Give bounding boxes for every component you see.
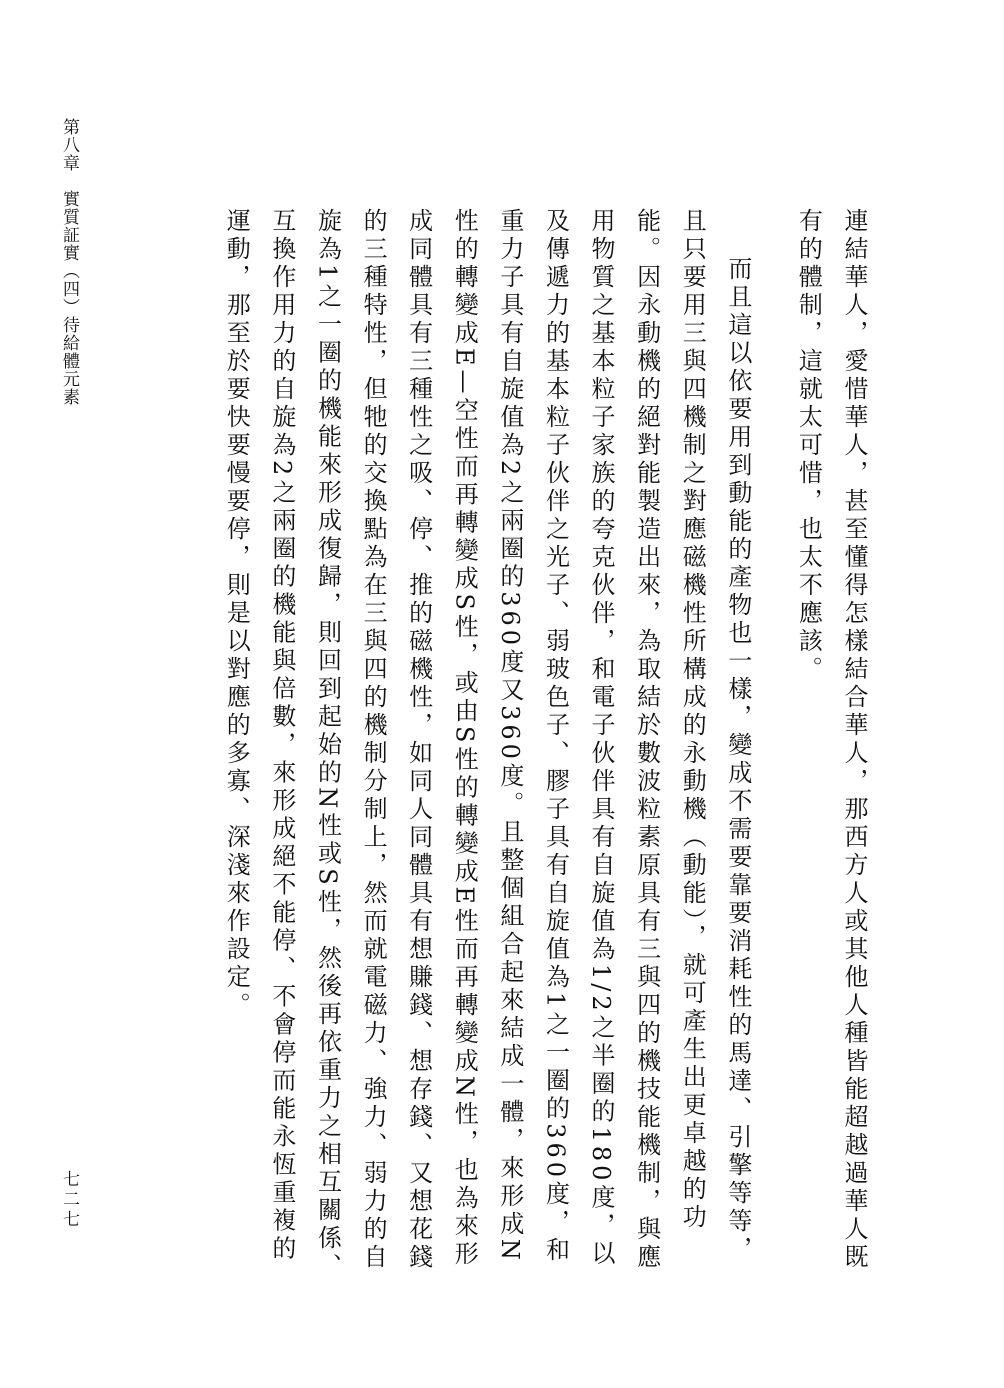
page-number: 七二七 <box>59 1170 79 1230</box>
paragraph-continuation: 連結華人，愛惜華人，甚至懂得怎樣結合華人，那西方人或其他人種皆能超越過華人既有的體制，這就太可惜，也太不應該。 <box>794 208 868 1272</box>
running-head: 第八章 實質証實（四）待給體元素 <box>59 118 79 406</box>
body-text <box>146 208 876 1283</box>
paragraph-perpetual-motion: 而且這以依要用到動能的產物也一樣，變成不需要靠要消耗性的馬達、引擎等等，且只要用三與四機制之對應磁機性所構成的永動機（動能），就可產生出更卓越的功能。因永動機的絕對能製造出來，為取結於數波粒素原具有三與四的機技能機制，與應用物質之基本粒子家族的夸克伙伴，和電子伙伴具有自旋值為1/2之半圈的180度，以及傳遞力的基本粒子伙伴之光子、弱玻色子、膠子具有自旋值為1之一圈的360度，和重力子具有自旋值為2之兩圈的360度又360度。且整個組合起來結成一體，來形成N性的轉變成E—空性而再轉變成S性，或由S性的轉變成E性而再轉變成N性，也為來形成同體具有三種性之吸、停、推的磁機性，如同人同體具有想賺錢、想存錢、又想花錢的三種特性，但牠的交換點為在三與四的機制分制上，然而就電磁力、強力、弱力的自旋為1之一圈的機能來形成復歸，則回到起始的N性或S性，然後再依重力之相互關係、互換作用力的自旋為2之兩圈的機能與倍數，來形成絕不能停、不會停而能永恆重複的運動，那至於要快要慢要停，則是以對應的多寡、深淺來作設定。 <box>222 208 752 1281</box>
